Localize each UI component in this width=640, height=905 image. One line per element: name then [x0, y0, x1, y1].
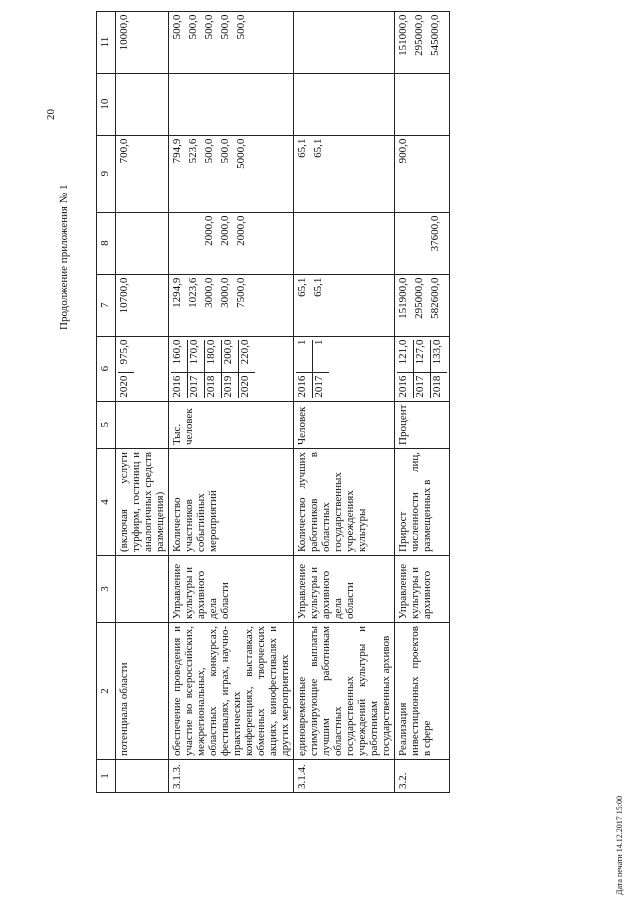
amount: [118, 77, 134, 132]
amount: [296, 15, 312, 70]
unit: [116, 401, 169, 448]
amount: 2000,0: [219, 215, 231, 246]
amount: 295000,0: [413, 277, 425, 319]
col-number: 11: [97, 11, 116, 73]
row-number: 3.1.4.: [294, 760, 395, 793]
year: 2016: [397, 372, 413, 398]
indicator: Количество участников событийных мероприятий: [169, 449, 294, 556]
print-date: Дата печати 14.12.2017 15:00: [615, 796, 624, 895]
amount: [397, 77, 413, 132]
amount: [413, 216, 429, 271]
amount: 500,0: [203, 14, 215, 40]
executor: Управление культуры и архивного дела области: [169, 556, 294, 623]
col-number: 2: [97, 623, 116, 760]
amount: 3000,0: [203, 277, 215, 308]
year: 2020: [118, 372, 134, 398]
year: 2016: [296, 372, 312, 398]
funding-c11: [294, 11, 395, 73]
amount: [118, 216, 134, 271]
col-number: 1: [97, 760, 116, 793]
amount: 65,1: [312, 138, 324, 158]
table-row: [395, 11, 450, 792]
indicator-value: 200,0: [222, 339, 234, 365]
amount: [171, 77, 187, 132]
table-row: [169, 11, 294, 792]
amount: 65,1: [296, 138, 308, 158]
funding-c7: [116, 274, 169, 336]
amount: [296, 77, 312, 132]
amount: 500,0: [235, 14, 247, 40]
amount: 10000,0: [118, 14, 130, 51]
year: 2017: [313, 372, 329, 398]
indicator-value: 180,0: [205, 339, 217, 365]
amount: [187, 216, 203, 271]
amount: 2000,0: [203, 215, 215, 246]
col-number: 10: [97, 73, 116, 135]
amount: 10700,0: [118, 277, 130, 314]
amount: 500,0: [219, 138, 231, 164]
year: 2019: [222, 372, 238, 398]
table-row: [116, 11, 169, 792]
amount: [171, 216, 187, 271]
indicator: Количество лучших работников в областных государственных учреждениях культуры: [294, 449, 395, 556]
indicator-value: 1: [313, 339, 325, 346]
unit: Человек: [294, 401, 395, 448]
funding-c8: [395, 212, 450, 274]
amount: 65,1: [312, 277, 324, 297]
year-values: [294, 336, 395, 401]
indicator-value: 220,0: [239, 339, 251, 365]
col-number: 7: [97, 274, 116, 336]
amount: 2000,0: [235, 215, 247, 246]
funding-c9: [116, 135, 169, 212]
table-row: [294, 11, 395, 792]
indicator-value: 160,0: [171, 339, 183, 365]
unit: Тыс. человек: [169, 401, 294, 448]
amount: 500,0: [171, 14, 183, 40]
funding-c7: [395, 274, 450, 336]
amount: [429, 77, 445, 132]
unit: Процент: [395, 401, 450, 448]
row-number: 3.1.3.: [169, 760, 294, 793]
amount: [397, 216, 413, 271]
amount: 65,1: [296, 277, 308, 297]
funding-c10: [116, 73, 169, 135]
measure-name: Реализация инвестиционных проектов в сфере: [395, 623, 450, 760]
col-number: 4: [97, 449, 116, 556]
col-number: 9: [97, 135, 116, 212]
executor: Управление культуры и архивного дела области: [294, 556, 395, 623]
amount: 500,0: [219, 14, 231, 40]
year: 2017: [414, 372, 430, 398]
amount: 151900,0: [397, 277, 409, 319]
funding-c7: [294, 274, 395, 336]
funding-c10: [294, 73, 395, 135]
amount: 3000,0: [219, 277, 231, 308]
year: 2018: [205, 372, 221, 398]
funding-c11: [395, 11, 450, 73]
amount: 523,6: [187, 138, 199, 164]
indicator: (включая услуги турфирм, гостиниц и аналогичных средств размещения): [116, 449, 169, 556]
amount: 151000,0: [397, 14, 409, 56]
col-number: 3: [97, 556, 116, 623]
year-values: [169, 336, 294, 401]
funding-c11: [116, 11, 169, 73]
amount: [413, 77, 429, 132]
amount: 500,0: [203, 138, 215, 164]
funding-c9: [395, 135, 450, 212]
appendix-title: Продолжение приложения № 1: [58, 184, 70, 330]
amount: [235, 77, 251, 132]
amount: [296, 216, 312, 271]
indicator: Прирост численности лиц, размещенных в: [395, 449, 450, 556]
year-values: [116, 336, 169, 401]
year: 2018: [431, 372, 447, 398]
amount: 7500,0: [235, 277, 247, 308]
amount: [312, 15, 328, 70]
amount: [429, 139, 445, 209]
year: 2020: [239, 372, 255, 398]
amount: 500,0: [187, 14, 199, 40]
column-number-row: [97, 11, 116, 792]
table-body: [116, 11, 450, 792]
amount: [203, 77, 219, 132]
amount: 295000,0: [413, 14, 425, 56]
year: 2016: [171, 372, 187, 398]
amount: 545000,0: [429, 14, 441, 56]
funding-c8: [294, 212, 395, 274]
amount: 37600,0: [429, 215, 441, 252]
col-number: 5: [97, 401, 116, 448]
funding-c8: [169, 212, 294, 274]
indicator-value: 1: [296, 339, 308, 346]
funding-c9: [294, 135, 395, 212]
year: 2017: [188, 372, 204, 398]
amount: [187, 77, 203, 132]
amount: [312, 77, 328, 132]
funding-c7: [169, 274, 294, 336]
row-number: 3.2.: [395, 760, 450, 793]
funding-c10: [169, 73, 294, 135]
page-number: 20: [45, 109, 57, 120]
funding-c11: [169, 11, 294, 73]
amount: [413, 139, 429, 209]
amount: 794,9: [171, 138, 183, 164]
measure-name: обеспечение проведения и участие во всероссийских, межрегиональных, областных конкурсах, фестивалях, играх, научно-практических конференциях, выставках, обменных творческих акциях, кинофестивалях и других мероприятиях: [169, 623, 294, 760]
col-number: 8: [97, 212, 116, 274]
col-number: 6: [97, 336, 116, 401]
indicator-value: 133,0: [431, 339, 443, 365]
indicator-value: 975,0: [118, 339, 130, 365]
amount: [219, 77, 235, 132]
program-table: [96, 11, 450, 793]
amount: 900,0: [397, 138, 409, 164]
measure-name: потенциала области: [116, 623, 169, 760]
amount: 1294,9: [171, 277, 183, 308]
executor: [116, 556, 169, 623]
indicator-value: 170,0: [188, 339, 200, 365]
executor: Управление культуры и архивного: [395, 556, 450, 623]
amount: 700,0: [118, 138, 130, 164]
amount: 1023,6: [187, 277, 199, 308]
indicator-value: 121,0: [397, 339, 409, 365]
funding-c8: [116, 212, 169, 274]
row-number: [116, 760, 169, 793]
amount: 5000,0: [235, 138, 247, 169]
amount: 582600,0: [429, 277, 441, 319]
funding-c9: [169, 135, 294, 212]
funding-c10: [395, 73, 450, 135]
amount: [312, 216, 328, 271]
year-values: [395, 336, 450, 401]
measure-name: единовременные стимулирующие выплаты лучшим работникам областных государственных учреждений культуры и работникам государственных архивов: [294, 623, 395, 760]
indicator-value: 127,0: [414, 339, 426, 365]
